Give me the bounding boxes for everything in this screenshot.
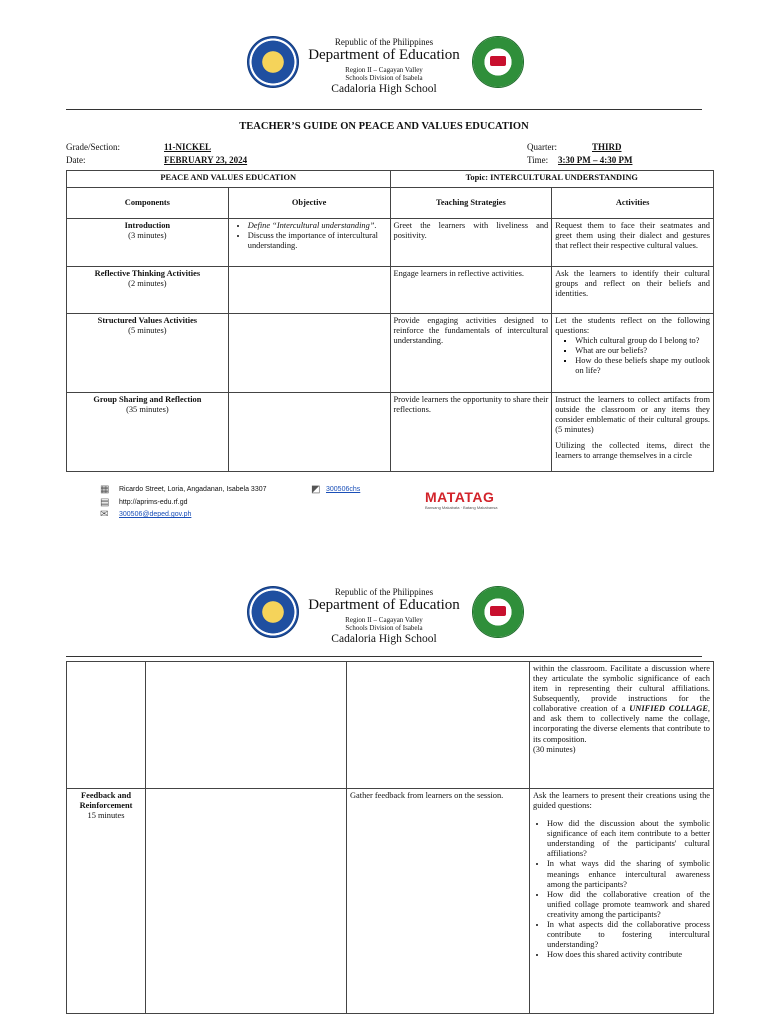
activity-cell: Ask the learners to identify their cultural groups and reflect on their beliefs and identities. — [552, 267, 714, 314]
web-icon: ▤ — [100, 497, 110, 508]
letterhead — [0, 580, 768, 650]
department-name: Department of Education — [308, 47, 460, 63]
mail-icon: ✉ — [100, 509, 109, 520]
department-name: Department of Education — [308, 597, 460, 613]
strategy-cell: Gather feedback from learners on the session. — [347, 789, 530, 1014]
table-row — [67, 393, 714, 472]
table-row — [67, 219, 714, 267]
header-divider — [66, 656, 702, 657]
component-duration: (5 minutes) — [128, 326, 167, 336]
strategy-cell: Greet the learners with liveliness and positivity. — [390, 219, 552, 267]
activity-duration: (30 minutes) — [533, 744, 576, 754]
strategy-cell: Engage learners in reflective activities. — [390, 267, 552, 314]
activity-intro: Ask the learners to present their creations using the guided questions: — [533, 791, 710, 811]
website-link[interactable]: http://aprims-edu.rf.gd — [119, 499, 188, 506]
component-cell — [67, 219, 229, 267]
component-name: Structured Values Activities — [97, 316, 198, 325]
activity-paragraph: Utilizing the collected items, direct the learners to arrange themselves in a circle — [555, 441, 710, 461]
header-components: Components — [67, 188, 229, 219]
header-divider — [66, 109, 702, 110]
table-row — [67, 314, 714, 393]
question-item: • How did the discussion about the symbolic significance of each item contribute to a better understanding of the participants' cultural affiliations? — [547, 819, 710, 859]
activity-cell: Request them to face their seatmates and greet them using their dialect and gestures that reflect their respective cultural values. — [552, 219, 714, 267]
facebook-icon: ◩ — [311, 484, 321, 495]
component-duration: (35 minutes) — [126, 405, 169, 415]
activity-emphasis: UNIFIED COLLAGE — [629, 704, 708, 714]
region-text: Region II – Cagayan Valley — [345, 616, 423, 624]
component-name: Feedback and Reinforcement — [79, 791, 133, 811]
component-cell — [67, 789, 146, 1014]
activity-paragraph: Instruct the learners to collect artifacts from outside the classroom or any items they consider emblematic of their cultural groups. (5 minutes) — [555, 395, 710, 435]
component-name: Introduction — [124, 221, 171, 230]
email-link[interactable]: 300506@deped.gov.ph — [119, 511, 192, 518]
header-activities: Activities — [552, 188, 714, 219]
activity-cell — [552, 393, 714, 472]
question-item: • In what aspects did the collaborative process contribute to fostering intercultural understanding? — [547, 920, 710, 950]
quarter-value: THIRD — [592, 142, 622, 152]
strategy-cell — [347, 662, 530, 789]
table-row — [67, 789, 714, 1014]
objective-cell — [228, 219, 390, 267]
header-strategies: Teaching Strategies — [390, 188, 552, 219]
header-objective: Objective — [228, 188, 390, 219]
time-value: 3:30 PM – 4:30 PM — [558, 155, 633, 165]
question-item: ▪ Which cultural group do I belong to? — [575, 336, 710, 346]
activity-text: within the classroom. Facilitate a discussion where they articulate the symbolic significance of each item in representing their cultural affiliations. Subsequently, provide instructions for the collaborative creation of a — [533, 664, 710, 714]
school-name: Cadaloria High School — [331, 83, 437, 95]
component-cell — [67, 662, 146, 789]
school-name: Cadaloria High School — [331, 633, 437, 645]
component-name: Group Sharing and Reflection — [93, 395, 202, 404]
component-cell — [67, 393, 229, 472]
question-item: • How does this shared activity contribute — [547, 950, 710, 960]
date-label: Date: — [66, 155, 86, 165]
division-text: Schools Division of Isabela — [345, 74, 423, 82]
objective-cell — [146, 662, 347, 789]
letterhead — [0, 30, 768, 100]
question-item: ▪ What are our beliefs? — [575, 346, 710, 356]
question-item: ▪ How do these beliefs shape my outlook on life? — [575, 356, 710, 376]
objective-cell — [228, 267, 390, 314]
republic-text: Republic of the Philippines — [334, 587, 434, 597]
building-icon: ▦ — [100, 484, 110, 495]
activity-cell — [552, 314, 714, 393]
component-duration: 15 minutes — [87, 811, 125, 821]
lesson-table-continued — [66, 661, 714, 1014]
time-label: Time: — [527, 155, 549, 165]
activity-cell — [530, 789, 714, 1014]
strategy-cell: Provide engaging activities designed to reinforce the fundamentals of intercultural understanding. — [390, 314, 552, 393]
table-row — [67, 267, 714, 314]
topic-cell: Topic: INTERCULTURAL UNDERSTANDING — [390, 171, 714, 188]
activity-text: , and ask them to collectively name the collage, incorporating the diverse elements that contribute to its composition. — [533, 704, 710, 744]
objective-cell — [228, 314, 390, 393]
facebook-link[interactable]: 300506chs — [326, 486, 361, 493]
strategy-cell: Provide learners the opportunity to share their reflections. — [390, 393, 552, 472]
table-header-row — [67, 188, 714, 219]
activity-intro: Let the students reflect on the following questions: — [555, 316, 710, 336]
republic-text: Republic of the Philippines — [334, 37, 434, 47]
objective-item: • Discuss the importance of intercultural understanding. — [248, 231, 387, 251]
lesson-table — [66, 170, 714, 472]
date-value: FEBRUARY 23, 2024 — [164, 155, 248, 165]
component-cell — [67, 267, 229, 314]
question-item: • How did the collaborative creation of the unified collage promote teamwork and shared creativity among the participants? — [547, 890, 710, 920]
division-text: Schools Division of Isabela — [345, 624, 423, 632]
page-title: TEACHER’S GUIDE ON PEACE AND VALUES EDUCATION — [239, 121, 529, 132]
matatag-tagline: Bansang Makabata · Batang Makabansa — [425, 505, 498, 510]
objective-item: • Define “Intercultural understanding”. — [248, 221, 387, 231]
component-name: Reflective Thinking Activities — [94, 269, 201, 278]
table-subject-row — [67, 171, 714, 188]
objective-cell — [228, 393, 390, 472]
objective-cell — [146, 789, 347, 1014]
grade-label: Grade/Section: — [66, 142, 120, 152]
region-text: Region II – Cagayan Valley — [345, 66, 423, 74]
component-duration: (2 minutes) — [128, 279, 167, 289]
component-cell — [67, 314, 229, 393]
address-text: Ricardo Street, Loria, Angadanan, Isabela 3307 — [119, 486, 267, 493]
table-row — [67, 662, 714, 789]
grade-value: 11-NICKEL — [164, 142, 212, 152]
quarter-label: Quarter: — [527, 142, 557, 152]
component-duration: (3 minutes) — [128, 231, 167, 241]
matatag-logo: MATATAG — [425, 489, 495, 505]
subject-cell: PEACE AND VALUES EDUCATION — [67, 171, 391, 188]
activity-cell — [530, 662, 714, 789]
question-item: • In what ways did the sharing of symbolic meanings enhance intercultural awareness among the participants? — [547, 859, 710, 889]
